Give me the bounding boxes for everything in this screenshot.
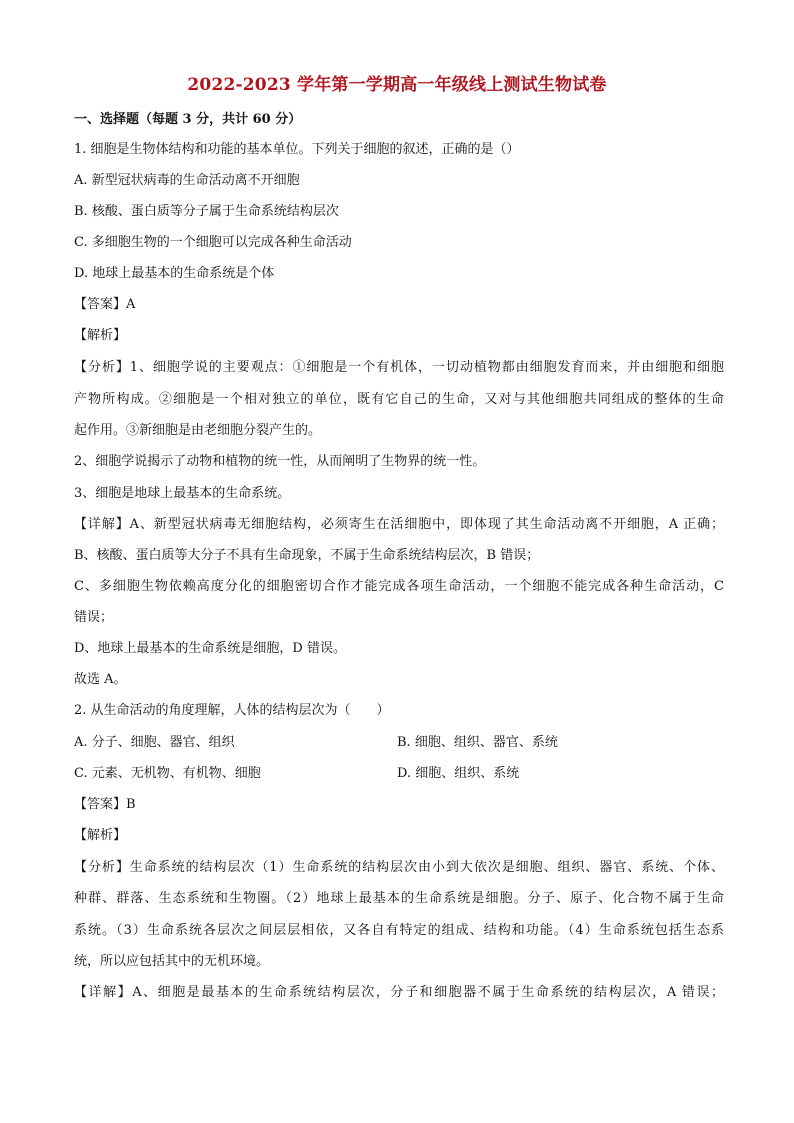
question-1-option-c: C. 多细胞生物的一个细胞可以完成各种生命活动: [74, 235, 352, 250]
question-2-stem: 2. 从生命活动的角度理解，人体的结构层次为（ ）: [74, 703, 390, 718]
question-2-analysis-label: 【解析】: [74, 828, 127, 843]
question-2-analysis-line: 【分析】生命系统的结构层次（1）生命系统的结构层次由小到大依次是细胞、组织、器官、系统、个体、: [74, 860, 724, 875]
question-1-analysis-label: 【解析】: [74, 328, 127, 343]
question-2-option-a: A. 分子、细胞、器官、组织: [74, 735, 235, 750]
question-1-analysis-line: C、多细胞生物依赖高度分化的细胞密切合作才能完成各项生命活动，一个细胞不能完成各种生命活动，C: [74, 579, 724, 594]
question-1-analysis-line: D、地球上最基本的生命系统是细胞，D 错误。: [74, 641, 346, 656]
question-2-option-c: C. 元素、无机物、有机物、细胞: [74, 766, 261, 781]
question-2-analysis-line: 系统。（3）生命系统各层次之间层层相依，又各自有特定的组成、结构和功能。（4）生命系统包括生态系: [74, 923, 724, 938]
question-1-option-d: D. 地球上最基本的生命系统是个体: [74, 266, 275, 281]
question-2-option-b: B. 细胞、组织、器官、系统: [397, 735, 558, 750]
question-1-analysis-line: 【分析】1、细胞学说的主要观点：①细胞是一个有机体，一切动植物都由细胞发育而来，并由细胞和细胞: [74, 360, 724, 375]
question-1-stem: 1. 细胞是生物体结构和功能的基本单位。下列关于细胞的叙述，正确的是（）: [74, 142, 520, 157]
question-1-analysis-line: B、核酸、蛋白质等大分子不具有生命现象，不属于生命系统结构层次，B 错误；: [74, 548, 540, 563]
question-1-analysis-line: 错误；: [74, 610, 114, 625]
question-1-analysis-line: 产物所构成。②细胞是一个相对独立的单位，既有它自己的生命，又对与其他细胞共同组成的整体的生命: [74, 392, 724, 407]
question-1-option-b: B. 核酸、蛋白质等分子属于生命系统结构层次: [74, 204, 339, 219]
question-1-analysis-line: 2、细胞学说揭示了动物和植物的统一性，从而阐明了生物界的统一性。: [74, 454, 486, 469]
question-2-analysis-line: 种群、群落、生态系统和生物圈。（2）地球上最基本的生命系统是细胞。分子、原子、化合物不属于生命: [74, 891, 724, 906]
question-1-answer: 【答案】A: [74, 297, 136, 312]
question-1-option-a: A. 新型冠状病毒的生命活动离不开细胞: [74, 173, 300, 188]
question-1-analysis-line: 【详解】A、新型冠状病毒无细胞结构，必须寄生在活细胞中，即体现了其生命活动离不开细胞，A 正确；: [74, 517, 724, 532]
page-title: 2022-2023 学年第一学期高一年级线上测试生物试卷: [187, 75, 607, 95]
question-2-answer: 【答案】B: [74, 797, 136, 812]
question-2-analysis-line: 统，所以应包括其中的无机环境。: [74, 954, 270, 969]
question-1-analysis-line: 3、细胞是地球上最基本的生命系统。: [74, 486, 291, 501]
question-1-analysis-line: 故选 A。: [74, 672, 127, 687]
question-1-analysis-line: 起作用。③新细胞是由老细胞分裂产生的。: [74, 423, 322, 438]
section-heading: 一、选择题（每题 3 分，共计 60 分）: [74, 112, 302, 127]
question-2-option-d: D. 细胞、组织、系统: [397, 766, 520, 781]
question-2-analysis-line: 【详解】A、细胞是最基本的生命系统结构层次，分子和细胞器不属于生命系统的结构层次，A 错误；: [74, 985, 724, 1000]
